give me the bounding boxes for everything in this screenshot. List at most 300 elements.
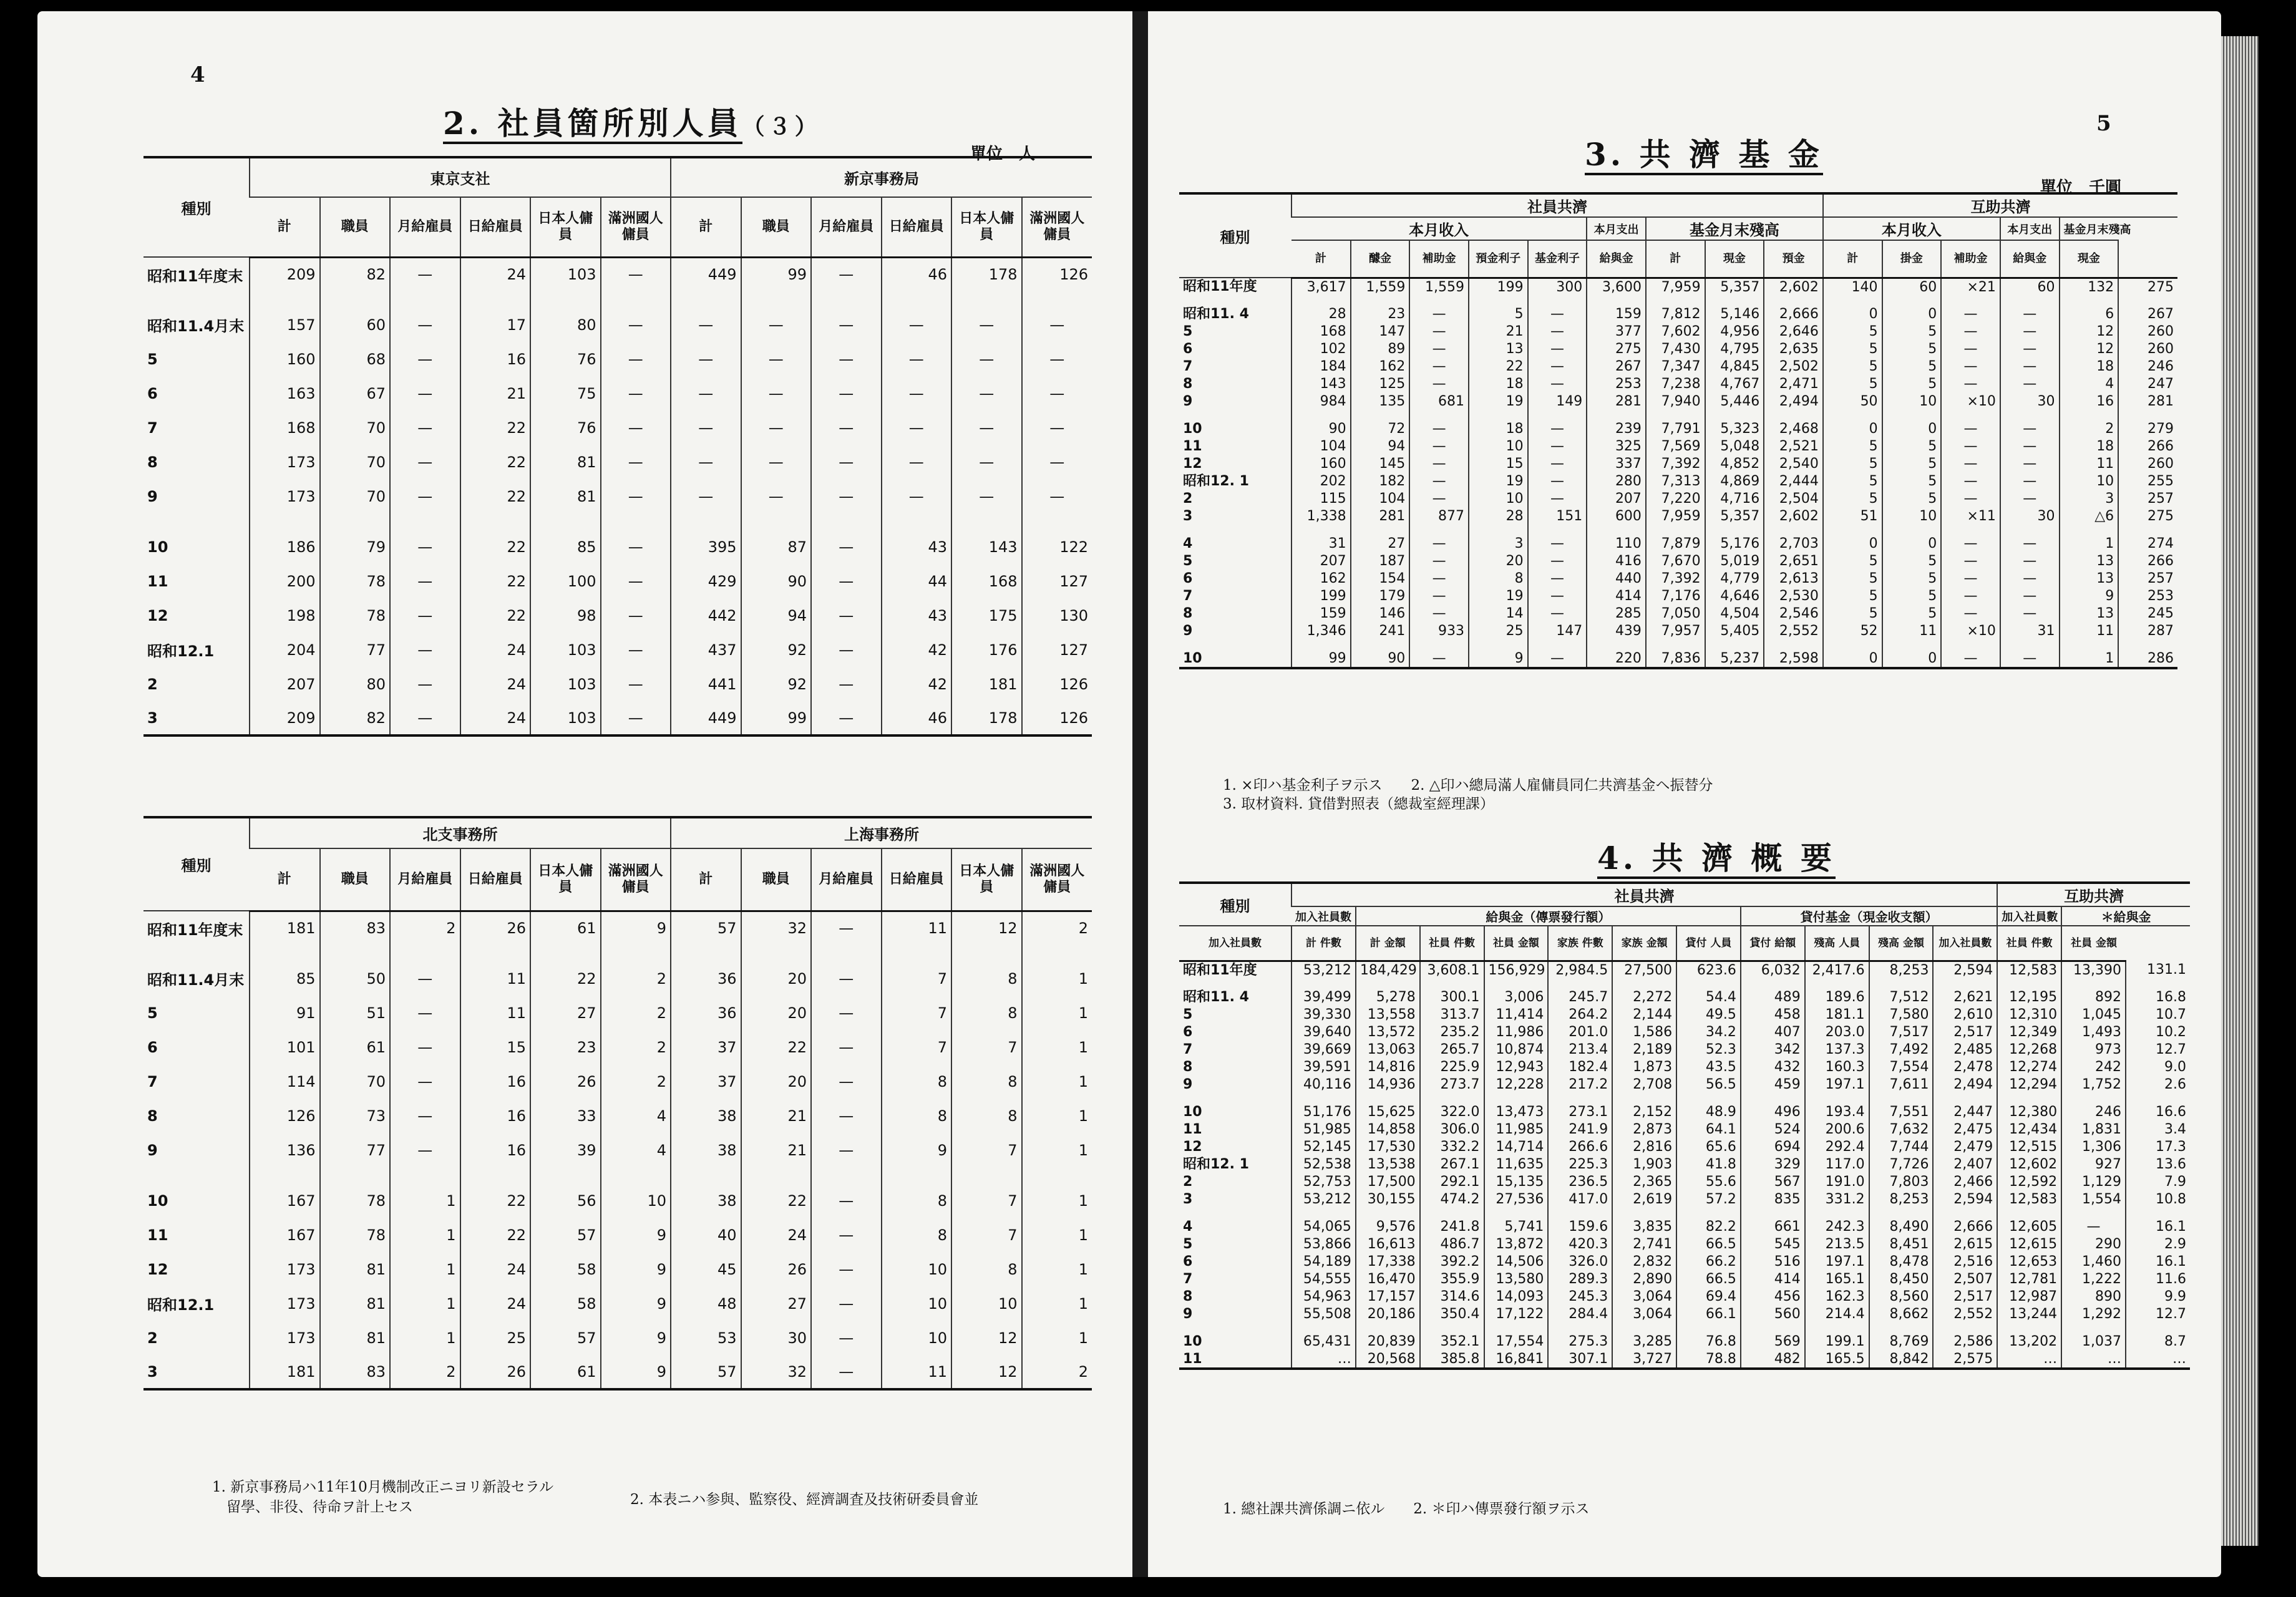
- table-cell: [1351, 296, 1410, 306]
- table-cell: 184: [1292, 358, 1351, 376]
- table-row: [1179, 455, 2177, 473]
- table-cell: 342: [1741, 1041, 1805, 1059]
- table-cell: 13,063: [1356, 1041, 1420, 1059]
- row-label: 9: [1183, 1306, 1193, 1322]
- table-cell: 5: [1823, 438, 1882, 455]
- table-cell: —: [1528, 473, 1587, 490]
- table-cell: 7: [951, 1030, 1022, 1064]
- table-cell: —: [1941, 438, 2000, 455]
- table-cell: —: [2000, 306, 2060, 323]
- table-cell: —: [601, 410, 671, 445]
- table-cell: 292.4: [1805, 1138, 1869, 1156]
- row-label: 3: [144, 701, 250, 735]
- column-header: 現金: [2060, 240, 2119, 278]
- row-label: 昭和11. 4: [1183, 306, 1249, 322]
- column-header: 給與金: [2000, 240, 2060, 278]
- table-row: [1179, 1253, 2190, 1271]
- section-title: [1585, 130, 1823, 175]
- table-cell: 103: [530, 667, 601, 701]
- row-label: 5: [1183, 1007, 1193, 1022]
- table-cell: 3.4: [2126, 1121, 2190, 1138]
- table-cell: 7,554: [1869, 1059, 1934, 1076]
- column-header: 貸付 給額: [1741, 926, 1805, 961]
- table-cell: 173: [250, 445, 320, 479]
- table-cell: 281: [2118, 393, 2177, 410]
- table-cell: 72: [1351, 420, 1410, 438]
- table-cell: 456: [1741, 1288, 1805, 1306]
- table-cell: [1179, 410, 1292, 420]
- table-cell: 442: [671, 598, 741, 633]
- table-cell: 53,866: [1292, 1236, 1356, 1253]
- table-row: [1179, 1138, 2190, 1156]
- table-cell: 7,812: [1646, 306, 1705, 323]
- table-cell: —: [811, 1030, 882, 1064]
- table-cell: 20: [1469, 553, 1528, 570]
- table-cell: 5: [1823, 473, 1882, 490]
- table-cell: [1469, 296, 1528, 306]
- table-cell: 11: [460, 961, 531, 996]
- table-cell: 14: [1469, 605, 1528, 623]
- table-cell: 2,666: [1764, 306, 1823, 323]
- table-cell: [1805, 1208, 1869, 1218]
- column-header: 日本人傭員: [530, 197, 601, 257]
- row-label: 8: [1183, 376, 1193, 392]
- table-cell: [1351, 410, 1410, 420]
- table-cell: 87: [741, 530, 812, 564]
- footnote: 1. 總社課共濟係調ニ依ル 2. ＊印ハ傳票發行額ヲ示ス: [1223, 1501, 1590, 1517]
- table-cell: —: [1941, 553, 2000, 570]
- table-cell: —: [1941, 650, 2000, 668]
- table-cell: [2000, 640, 2060, 650]
- table-cell: 26: [460, 911, 531, 945]
- row-header: 種別: [1179, 193, 1292, 278]
- table-cell: 17,338: [1356, 1253, 1420, 1271]
- table-cell: [390, 945, 460, 961]
- table-cell: 267: [2118, 306, 2177, 323]
- table-cell: 2,516: [1933, 1253, 1997, 1271]
- table-cell: 9: [601, 1355, 671, 1389]
- table-cell: 2: [601, 961, 671, 996]
- table-cell: 10.8: [2126, 1191, 2190, 1208]
- table-cell: —: [2000, 490, 2060, 508]
- table-cell: 9,576: [1356, 1218, 1420, 1236]
- sub-group-header: ＊給與金: [2061, 906, 2190, 926]
- table-cell: 165.1: [1805, 1271, 1869, 1288]
- table-cell: [1292, 525, 1351, 535]
- table-cell: —: [811, 996, 882, 1030]
- table-cell: —: [951, 479, 1022, 513]
- table-cell: 50: [320, 961, 391, 996]
- table-cell: [1933, 1094, 1997, 1104]
- table-cell: —: [601, 479, 671, 513]
- table-cell: [2118, 525, 2177, 535]
- table-cell: —: [811, 342, 882, 376]
- table-cell: 2,598: [1764, 650, 1823, 668]
- table-cell: [2060, 410, 2119, 420]
- table-cell: 5,323: [1705, 420, 1764, 438]
- sub-group-header: 加入社員數: [1292, 906, 1356, 926]
- table-cell: 81: [530, 479, 601, 513]
- table-cell: —: [1528, 323, 1587, 341]
- column-header: 計: [250, 197, 320, 257]
- table-cell: 168: [951, 564, 1022, 598]
- table-cell: 16.6: [2126, 1104, 2190, 1121]
- row-label: 9: [1183, 394, 1193, 409]
- table-cell: 181.1: [1805, 1006, 1869, 1024]
- table-cell: —: [1528, 438, 1587, 455]
- table-cell: 7,517: [1869, 1024, 1934, 1041]
- table-cell: 26: [530, 1064, 601, 1099]
- table-cell: 168: [1292, 323, 1351, 341]
- table-cell: 567: [1741, 1173, 1805, 1191]
- table-cell: 39,640: [1292, 1024, 1356, 1041]
- table-cell: 52,538: [1292, 1156, 1356, 1173]
- table-cell: 0: [1882, 650, 1942, 668]
- table-cell: 15,625: [1356, 1104, 1420, 1121]
- table-cell: 7.9: [2126, 1173, 2190, 1191]
- row-label: 6: [1183, 571, 1193, 586]
- table-cell: 24: [460, 1286, 531, 1321]
- unit-label: 單位 千圓: [2040, 178, 2122, 197]
- table-cell: —: [741, 410, 812, 445]
- table-cell: 5: [1882, 588, 1942, 605]
- table-cell: 8,490: [1869, 1218, 1934, 1236]
- table-cell: 89: [1351, 341, 1410, 358]
- table-cell: 57.2: [1676, 1191, 1741, 1208]
- table-cell: [1587, 525, 1646, 535]
- table-row: [1179, 1104, 2190, 1121]
- table-cell: [1292, 1323, 1356, 1333]
- table-cell: [1484, 1208, 1549, 1218]
- table-cell: 7,726: [1869, 1156, 1934, 1173]
- title-text: 2. 社員箇所別人員: [443, 105, 742, 144]
- table-cell: 1,831: [2061, 1121, 2126, 1138]
- table-cell: 5: [1882, 570, 1942, 588]
- table-cell: [671, 291, 741, 308]
- table-cell: 103: [530, 633, 601, 667]
- table-cell: 34.2: [1676, 1024, 1741, 1041]
- page-number: 5: [2096, 111, 2111, 136]
- table-cell: 42: [882, 667, 952, 701]
- table-cell: [1933, 1323, 1997, 1333]
- table-row: [1179, 1236, 2190, 1253]
- table-cell: 12,602: [1997, 1156, 2061, 1173]
- table-cell: 8: [951, 1064, 1022, 1099]
- group-header: 上海事務所: [671, 817, 1092, 848]
- table-cell: 61: [530, 1355, 601, 1389]
- table-cell: [1356, 1323, 1420, 1333]
- table-cell: 1,586: [1612, 1024, 1676, 1041]
- table-cell: 13,872: [1484, 1236, 1549, 1253]
- row-label: 3: [144, 1355, 250, 1389]
- table-cell: 147: [1528, 623, 1587, 640]
- table-cell: 239: [1587, 420, 1646, 438]
- table-cell: 9: [601, 1286, 671, 1321]
- table-cell: [1409, 525, 1469, 535]
- table-cell: 126: [1022, 667, 1092, 701]
- table-cell: 7,957: [1646, 623, 1705, 640]
- table-cell: 199.1: [1805, 1333, 1869, 1351]
- row-label: 3: [1183, 1192, 1193, 1207]
- table-cell: 61: [320, 1030, 391, 1064]
- table-cell: 3,600: [1587, 278, 1646, 296]
- table-cell: 90: [1292, 420, 1351, 438]
- table-cell: 57: [530, 1218, 601, 1252]
- table-cell: 225.3: [1548, 1156, 1612, 1173]
- table-cell: 38: [671, 1133, 741, 1167]
- table-cell: 4: [601, 1099, 671, 1133]
- table-cell: 14,858: [1356, 1121, 1420, 1138]
- table-cell: 27: [1351, 535, 1410, 553]
- row-label: 昭和11.4月末: [147, 971, 245, 989]
- table-cell: 4: [601, 1133, 671, 1167]
- table-cell: [320, 291, 391, 308]
- table-cell: 55,508: [1292, 1306, 1356, 1323]
- sub-group-header: 給與金（傳票發行額）: [1356, 906, 1741, 926]
- table-cell: [144, 513, 250, 530]
- table-cell: —: [390, 598, 460, 633]
- table-cell: 11: [2060, 623, 2119, 640]
- table-cell: 20,568: [1356, 1351, 1420, 1369]
- table-cell: —: [601, 667, 671, 701]
- table-cell: —: [601, 598, 671, 633]
- table-cell: 78: [320, 1183, 391, 1218]
- table-cell: —: [671, 479, 741, 513]
- table-row: [144, 1355, 1092, 1389]
- table-cell: 5: [1882, 341, 1942, 358]
- table-cell: 13,390: [2061, 961, 2126, 979]
- table-cell: —: [882, 410, 952, 445]
- table-cell: 2,873: [1612, 1121, 1676, 1138]
- row-label: 昭和11. 4: [1183, 989, 1249, 1005]
- table-cell: [1022, 513, 1092, 530]
- table-row: [1179, 420, 2177, 438]
- table-cell: 26: [741, 1252, 812, 1286]
- table-cell: 25: [1469, 623, 1528, 640]
- row-label: 11: [147, 572, 168, 590]
- table-cell: 49.5: [1676, 1006, 1741, 1024]
- table-cell: 175: [951, 598, 1022, 633]
- table-cell: 48.9: [1676, 1104, 1741, 1121]
- table-cell: —: [1022, 445, 1092, 479]
- table-cell: 4,504: [1705, 605, 1764, 623]
- table-row: [1179, 1333, 2190, 1351]
- table-cell: [1292, 410, 1351, 420]
- table-cell: 50: [1823, 393, 1882, 410]
- table-cell: [2061, 1323, 2126, 1333]
- table-cell: [671, 945, 741, 961]
- table-cell: 332.2: [1420, 1138, 1484, 1156]
- row-label: 6: [1183, 341, 1193, 357]
- table-cell: [811, 513, 882, 530]
- table-row: [1179, 979, 2190, 989]
- mutual-aid-summary-table: [1179, 881, 2190, 1370]
- table-cell: 322.0: [1420, 1104, 1484, 1121]
- table-cell: —: [390, 1099, 460, 1133]
- table-cell: 52,145: [1292, 1138, 1356, 1156]
- table-cell: 2,407: [1933, 1156, 1997, 1173]
- table-cell: 145: [1351, 455, 1410, 473]
- table-cell: 11: [2060, 455, 2119, 473]
- table-cell: 7: [951, 1133, 1022, 1167]
- column-header: 家族 件數: [1548, 926, 1612, 961]
- table-cell: [1823, 296, 1882, 306]
- table-cell: —: [1941, 570, 2000, 588]
- table-cell: 41.8: [1676, 1156, 1741, 1173]
- table-cell: 78: [320, 1218, 391, 1252]
- table-cell: 7: [882, 996, 952, 1030]
- table-cell: [2061, 1208, 2126, 1218]
- table-cell: 176: [951, 633, 1022, 667]
- column-header: 殘高 人員: [1805, 926, 1869, 961]
- table-cell: 2,621: [1933, 989, 1997, 1006]
- column-header: 滿洲國人傭員: [601, 197, 671, 257]
- table-cell: 1,554: [2061, 1191, 2126, 1208]
- table-row: [144, 1030, 1092, 1064]
- table-cell: [1705, 296, 1764, 306]
- table-cell: 7,392: [1646, 570, 1705, 588]
- row-label: 10: [147, 538, 168, 556]
- table-cell: 14,936: [1356, 1076, 1420, 1094]
- table-cell: [390, 513, 460, 530]
- table-cell: 13: [1469, 341, 1528, 358]
- table-cell: —: [811, 479, 882, 513]
- table-row: [144, 410, 1092, 445]
- table-row: [1179, 1351, 2190, 1369]
- table-row: [1179, 438, 2177, 455]
- table-cell: 19: [1469, 473, 1528, 490]
- table-cell: 39,591: [1292, 1059, 1356, 1076]
- table-cell: 4: [2060, 376, 2119, 393]
- table-cell: 4,795: [1705, 341, 1764, 358]
- table-row: [1179, 341, 2177, 358]
- table-cell: 163: [250, 376, 320, 410]
- table-cell: 54,555: [1292, 1271, 1356, 1288]
- table-cell: 1: [390, 1321, 460, 1355]
- table-cell: 892: [2061, 989, 2126, 1006]
- row-label: 昭和12. 1: [1183, 1157, 1249, 1172]
- table-cell: [144, 291, 250, 308]
- table-cell: [1676, 1208, 1741, 1218]
- table-cell: 13,473: [1484, 1104, 1549, 1121]
- table-cell: 13.6: [2126, 1156, 2190, 1173]
- table-cell: 18: [2060, 358, 2119, 376]
- sub-group-header: 本月支出: [1587, 217, 1646, 240]
- table-cell: —: [390, 1064, 460, 1099]
- table-cell: [2061, 1094, 2126, 1104]
- table-cell: 2,494: [1764, 393, 1823, 410]
- table-cell: 78: [320, 564, 391, 598]
- table-cell: 39,499: [1292, 989, 1356, 1006]
- table-cell: 53,212: [1292, 1191, 1356, 1208]
- table-cell: [1941, 525, 2000, 535]
- table-cell: 55.6: [1676, 1173, 1741, 1191]
- table-cell: —: [1409, 553, 1469, 570]
- table-cell: 12,310: [1997, 1006, 2061, 1024]
- table-cell: 135: [1351, 393, 1410, 410]
- table-cell: 281: [1351, 508, 1410, 525]
- table-cell: 7,430: [1646, 341, 1705, 358]
- table-cell: 7,959: [1646, 278, 1705, 296]
- table-cell: 26: [460, 1355, 531, 1389]
- table-cell: [2126, 1323, 2190, 1333]
- table-cell: 38: [671, 1099, 741, 1133]
- table-cell: 441: [671, 667, 741, 701]
- table-row: [1179, 1059, 2190, 1076]
- table-cell: [250, 513, 320, 530]
- row-header: 種別: [1179, 883, 1292, 926]
- table-cell: 246: [2118, 358, 2177, 376]
- table-cell: —: [741, 445, 812, 479]
- table-cell: 1,292: [2061, 1306, 2126, 1323]
- sub-group-header: 本月支出: [2000, 217, 2060, 240]
- table-cell: [1356, 1094, 1420, 1104]
- table-row: [1179, 961, 2190, 979]
- table-row: [1179, 1006, 2190, 1024]
- table-cell: [1179, 1094, 1292, 1104]
- table-cell: 12,583: [1997, 961, 2061, 979]
- table-cell: 181: [951, 667, 1022, 701]
- table-cell: [1705, 410, 1764, 420]
- table-cell: [1741, 1094, 1805, 1104]
- row-label: 11: [1183, 439, 1202, 454]
- table-cell: [390, 291, 460, 308]
- table-cell: 13,572: [1356, 1024, 1420, 1041]
- table-row: [1179, 376, 2177, 393]
- table-cell: ×10: [1941, 623, 2000, 640]
- table-cell: 496: [1741, 1104, 1805, 1121]
- table-cell: 417.0: [1548, 1191, 1612, 1208]
- table-cell: 1,493: [2061, 1024, 2126, 1041]
- table-row: [144, 1183, 1092, 1218]
- table-cell: 10: [601, 1183, 671, 1218]
- table-cell: [1179, 296, 1292, 306]
- table-cell: 12.7: [2126, 1041, 2190, 1059]
- table-cell: 82.2: [1676, 1218, 1741, 1236]
- table-cell: 7,803: [1869, 1173, 1934, 1191]
- table-cell: 80: [320, 667, 391, 701]
- table-cell: 51,985: [1292, 1121, 1356, 1138]
- table-cell: 11,985: [1484, 1121, 1549, 1138]
- table-cell: [320, 945, 391, 961]
- column-header: 計 件數: [1292, 926, 1356, 961]
- table-cell: 289.3: [1548, 1271, 1612, 1288]
- table-cell: [1676, 979, 1741, 989]
- table-cell: 51: [320, 996, 391, 1030]
- table-cell: 16: [460, 1133, 531, 1167]
- table-cell: 2,703: [1764, 535, 1823, 553]
- table-cell: 4,845: [1705, 358, 1764, 376]
- table-row: [1179, 410, 2177, 420]
- table-cell: [250, 945, 320, 961]
- table-cell: —: [601, 342, 671, 376]
- table-cell: —: [811, 257, 882, 291]
- footnote: 2. 本表ニハ参與、監察役、經濟調査及技術研委員會並: [630, 1492, 979, 1508]
- table-cell: 64.1: [1676, 1121, 1741, 1138]
- table-cell: 1: [1022, 961, 1092, 996]
- table-cell: 147: [1351, 323, 1410, 341]
- table-cell: 600: [1587, 508, 1646, 525]
- table-cell: 255: [2118, 473, 2177, 490]
- table-row: [144, 513, 1092, 530]
- table-cell: —: [390, 530, 460, 564]
- table-cell: 37: [671, 1030, 741, 1064]
- column-header: 日本人傭員: [951, 197, 1022, 257]
- table-cell: 160: [250, 342, 320, 376]
- table-cell: [1823, 525, 1882, 535]
- table-cell: —: [1409, 650, 1469, 668]
- table-cell: 173: [250, 1286, 320, 1321]
